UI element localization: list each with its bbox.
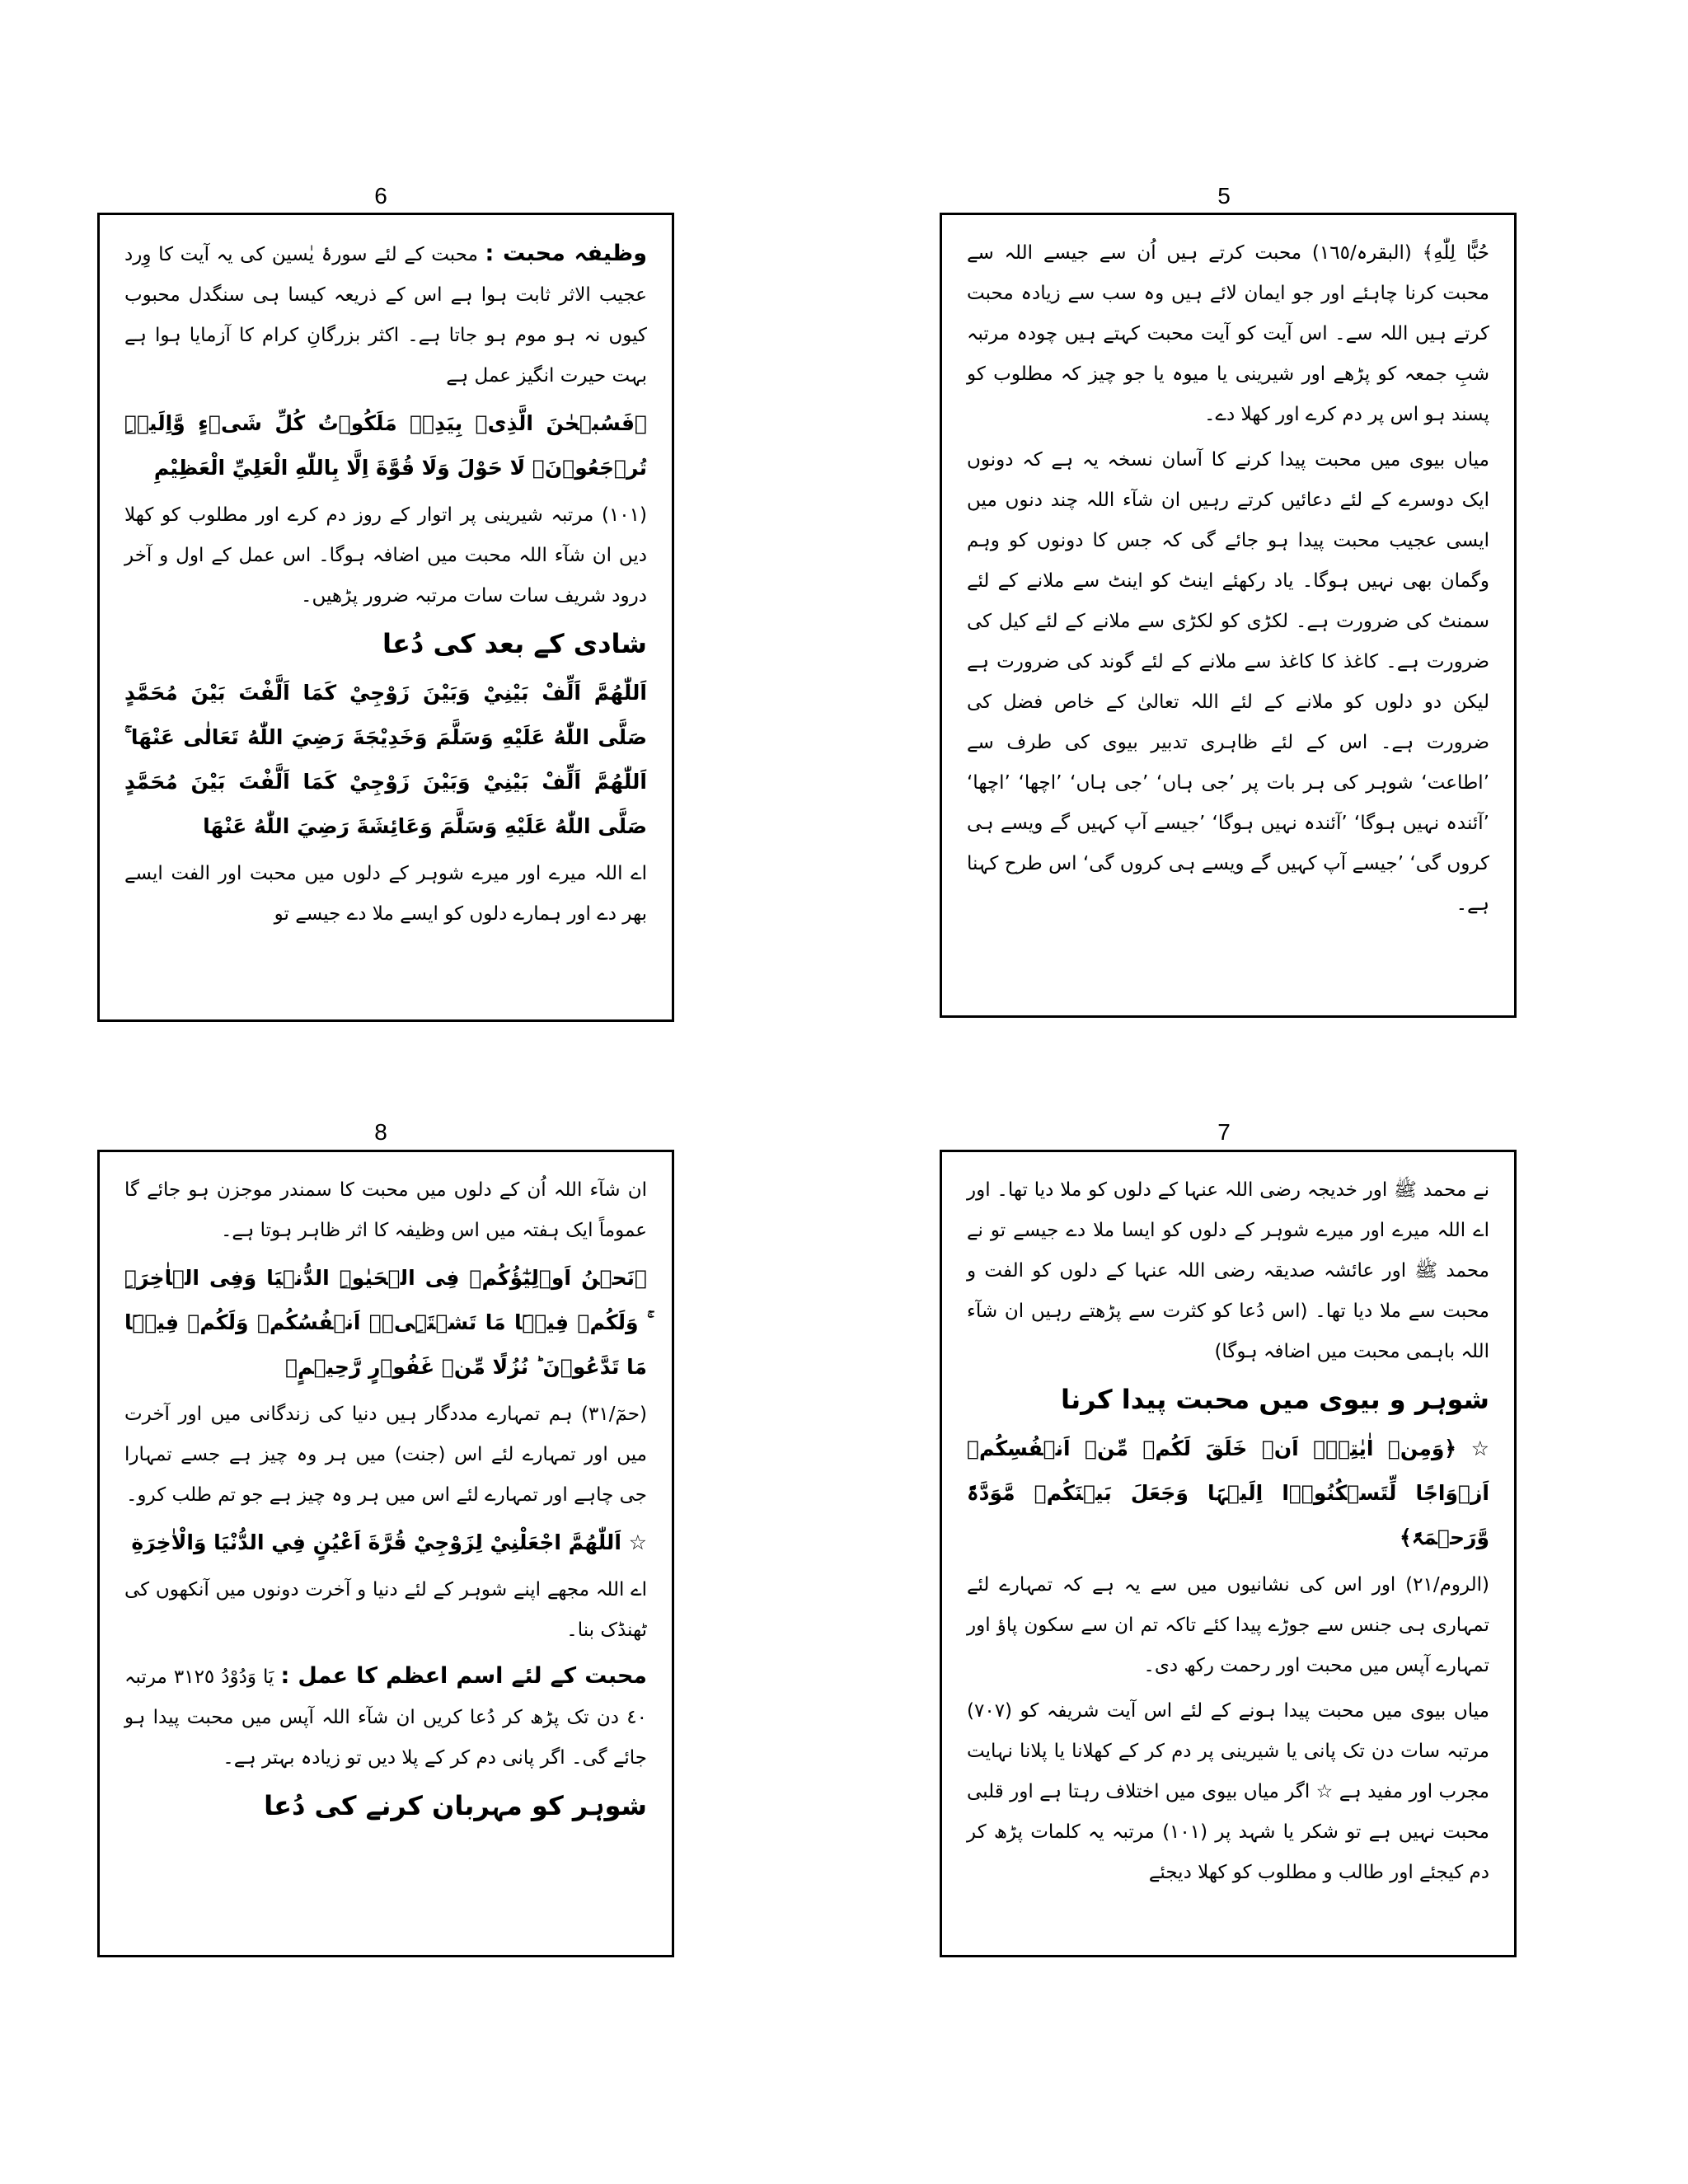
section-lead: وظیفہ محبت : (485, 241, 647, 266)
paragraph: نے محمد ﷺ اور خدیجہ رضی اللہ عنہا کے دلوں کو ملا دیا تھا۔ اور اے اللہ میرے اور میرے شوہر کے دلوں کو ایسا ملا دے جیسے تو نے محمد ﷺ اور عائشہ صدیقہ رضی اللہ عنہا کے دلوں کو الفت و محبت سے ملا دیا تھا۔ (اس دُعا کو کثرت سے پڑھتے رہیں ان شآء اللہ باہمی محبت میں اضافہ ہوگا) (967, 1179, 1489, 1362)
paragraph: اے اللہ مجھے اپنے شوہر کے لئے دنیا و آخرت دونوں میں آنکھوں کی ٹھنڈک بنا۔ (124, 1579, 647, 1641)
page-number: 7 (1217, 1119, 1231, 1145)
section-heading: شادی کے بعد کی دُعا (382, 628, 647, 659)
arabic-verse: ☆ ﴿وَمِنۡ اٰیٰتِہٖۤ اَنۡ خَلَقَ لَکُمۡ مِّنۡ اَنۡفُسِکُمۡ اَزۡوَاجًا لِّتَسۡکُنُوۡۤا اِلَیۡہَا وَجَعَلَ بَیۡنَکُمۡ مَّوَدَّۃً وَّرَحۡمَۃً﴾ (967, 1436, 1489, 1549)
page-number: 6 (374, 183, 387, 209)
page-panel (940, 213, 1517, 1018)
paragraph (124, 233, 647, 396)
paragraph: حُبًّا لِلّٰهِ﴾ (البقرہ/١٦٥) محبت کرتے ہیں اُن سے جیسے اللہ سے محبت کرنا چاہئے اور جو ایمان لائے ہیں وہ سب سے زیادہ محبت کرتے ہیں اللہ سے۔ اس آیت کو آیت محبت کہتے ہیں چودہ مرتبہ شبِ جمعہ کو پڑھے اور شیرینی یا میوہ یا جو چیز کہ مطلوب کو پسند ہو اس پر دم کرے اور کھلا دے۔ (967, 242, 1489, 425)
paragraph-text: یَا وَدُوْدُ ٣١٢٥ مرتبہ ٤٠ دن تک پڑھ کر دُعا کریں ان شآء اللہ آپس میں محبت پیدا ہو جائے گی۔ اگر پانی دم کر کے پلا دیں تو زیادہ بہتر ہے۔ (124, 1666, 647, 1769)
paragraph: میاں بیوی میں محبت پیدا ہونے کے لئے اس آیت شریفہ کو (٧٠٧) مرتبہ سات دن تک پانی یا شیرینی پر دم کر کے کھلانا یا پلانا نہایت مجرب اور مفید ہے ☆ اگر میاں بیوی میں اختلاف رہتا ہے اور قلبی محبت نہیں ہے تو شکر یا شہد پر (١٠١) مرتبہ یہ کلمات پڑھ کر دم کیجئے اور طالب و مطلوب کو کھلا دیجئے (967, 1700, 1489, 1883)
arabic-verse: ﴿فَسُبۡحٰنَ الَّذِیۡ بِیَدِہٖ مَلَکُوۡتُ کُلِّ شَیۡءٍ وَّاِلَیۡہِ تُرۡجَعُوۡنَ﴾ لَا حَوْلَ وَلَا قُوَّةَ اِلَّا بِاللّٰهِ الْعَلِيِّ الْعَظِيْمِ (124, 411, 647, 480)
page-number: 5 (1217, 183, 1231, 209)
section-heading: شوہر کو مہربان کرنے کی دُعا (264, 1790, 647, 1821)
paragraph: ان شآء اللہ اُن کے دلوں میں محبت کا سمندر موجزن ہو جائے گا عموماً ایک ہفتہ میں اس وظیفہ کا اثر ظاہر ہوتا ہے۔ (124, 1179, 647, 1241)
arabic-verse: اَللّٰهُمَّ اَلِّفْ بَيْنِيْ وَبَيْنَ زَوْجِيْ كَمَا اَلَّفْتَ بَيْنَ مُحَمَّدٍ صَلَّى اللّٰهُ عَلَيْهِ وَسَلَّمَ وَخَدِيْجَةَ رَضِيَ اللّٰهُ تَعَالٰى عَنْهَا ۚ اَللّٰهُمَّ اَلِّفْ بَيْنِيْ وَبَيْنَ زَوْجِيْ كَمَا اَلَّفْتَ بَيْنَ مُحَمَّدٍ صَلَّى اللّٰهُ عَلَيْهِ وَسَلَّمَ وَعَائِشَةَ رَضِيَ اللّٰهُ عَنْهَا (124, 681, 647, 838)
section-heading: شوہر و بیوی میں محبت پیدا کرنا (1061, 1384, 1489, 1415)
paragraph: (الروم/٢١) اور اس کی نشانیوں میں سے یہ ہے کہ تمہارے لئے تمہاری ہی جنس سے جوڑے پیدا کئے تاکہ تم ان سے سکون پاؤ اور تمہارے آپس میں محبت اور رحمت رکھ دی۔ (967, 1574, 1489, 1676)
page-panel (940, 1150, 1517, 1957)
page-panel (97, 1150, 674, 1957)
paragraph: (حمٓ/٣١) ہم تمہارے مددگار ہیں دنیا کی زندگانی میں اور آخرت میں اور تمہارے لئے اس (جنت) میں ہر وہ چیز ہے جسے تمہارا جی چاہے اور تمہارے لئے اس میں ہر وہ چیز ہے جو تم طلب کرو۔ (124, 1404, 647, 1506)
paragraph-text: محبت کے لئے سورۂ یٰسین کی یہ آیت کا وِرد عجیب الاثر ثابت ہوا ہے اس کے ذریعہ کیسا ہی سنگدل محبوب کیوں نہ ہو موم ہو جاتا ہے۔ اکثر بزرگانِ کرام کا آزمایا ہوا ہے بہت حیرت انگیز عمل ہے (124, 244, 647, 387)
section-lead: محبت کے لئے اسم اعظم کا عمل : (280, 1663, 648, 1689)
arabic-verse: ﴿نَحۡنُ اَوۡلِیٰٓؤُکُمۡ فِی الۡحَیٰوۃِ الدُّنۡیَا وَفِی الۡاٰخِرَۃِ ۚ وَلَکُمۡ فِیۡہَا مَا تَشۡتَہِیۡۤ اَنۡفُسُکُمۡ وَلَکُمۡ فِیۡہَا مَا تَدَّعُوۡنَ ؕ نُزُلًا مِّنۡ غَفُوۡرٍ رَّحِیۡمٍ﴾ (124, 1266, 647, 1379)
paragraph: میاں بیوی میں محبت پیدا کرنے کا آسان نسخہ یہ ہے کہ دونوں ایک دوسرے کے لئے دعائیں کرتے رہیں ان شآء اللہ چند دنوں میں ایسی عجیب محبت پیدا ہو جائے گی کہ جس کا دونوں کو وہم وگمان بھی نہیں ہوگا۔ یاد رکھئے اینٹ کو اینٹ سے ملانے کے لئے سمنٹ کی ضرورت ہے۔ لکڑی کو لکڑی سے ملانے کے لئے کیل کی ضرورت ہے۔ کاغذ کا کاغذ سے ملانے کے لئے گوند کی ضرورت ہے لیکن دو دلوں کو ملانے کے لئے اللہ تعالیٰ کے خاص فضل کی ضرورت ہے۔ اس کے لئے ظاہری تدبیر بیوی کی طرف سے ’اطاعت‘ شوہر کی ہر بات پر ’جی ہاں‘ ’جی ہاں‘ ’اچھا‘ ’اچھا‘ ’آئندہ نہیں ہوگا‘ ’آئندہ نہیں ہوگا‘ ’جیسے آپ کہیں گے ویسے ہی کروں گی‘ ’جیسے آپ کہیں گے ویسے ہی کروں گی‘ اس طرح کہنا ہے۔ (967, 449, 1489, 915)
page-panel (97, 213, 674, 1022)
page-number: 8 (374, 1119, 387, 1145)
paragraph: (١٠١) مرتبہ شیرینی پر اتوار کے روز دم کرے اور مطلوب کو کھلا دیں ان شآء اللہ محبت میں اضافہ ہوگا۔ اس عمل کے اول و آخر درود شریف سات سات مرتبہ ضرور پڑھیں۔ (124, 504, 647, 607)
paragraph: اے اللہ میرے اور میرے شوہر کے دلوں میں محبت اور الفت ایسے بھر دے اور ہمارے دلوں کو ایسے ملا دے جیسے تو (124, 863, 647, 925)
paragraph (124, 1656, 647, 1779)
arabic-verse: ☆ اَللّٰهُمَّ اجْعَلْنِيْ لِزَوْجِيْ قُرَّةَ اَعْيُنٍ فِي الدُّنْيَا وَالْاٰخِرَةِ (131, 1530, 647, 1554)
